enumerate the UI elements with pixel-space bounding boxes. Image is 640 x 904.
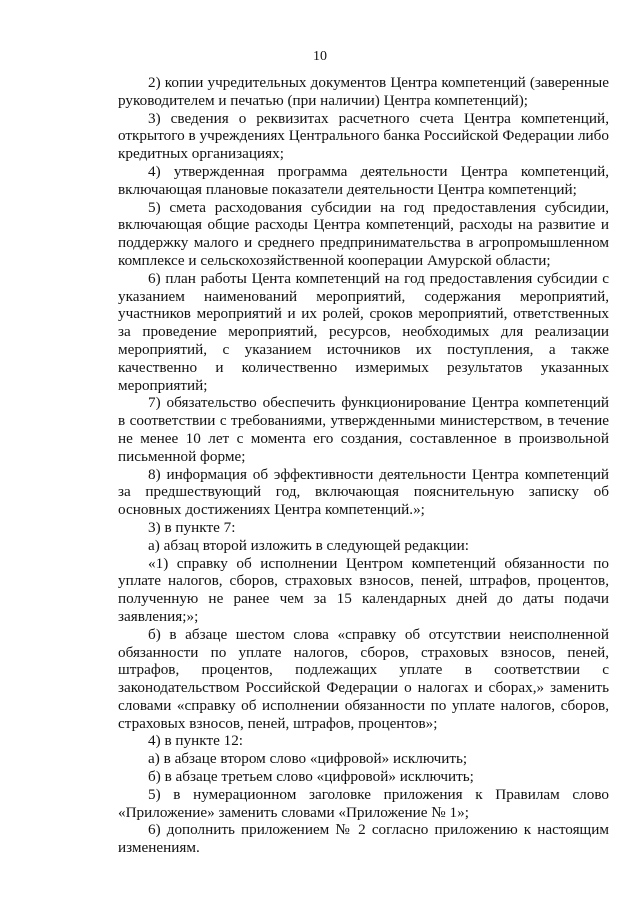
paragraph-tax-certificate: «1) справку об исполнении Центром компетенций обязанности по уплате налогов, сборов, страховых взносов, пеней, штрафов, процентов, полученную не ранее чем за 15 календарных дней до даты подачи заявления;»; [118, 554, 609, 625]
paragraph-activity-program: 4) утвержденная программа деятельности Центра компетенций, включающая плановые показатели деятельности Центра компетенций; [118, 162, 609, 198]
paragraph-add-appendix-2: 6) дополнить приложением № 2 согласно приложению к настоящим изменениям. [118, 821, 609, 857]
paragraph-copies-of-founding-documents: 2) копии учредительных документов Центра компетенций (заверенные руководителем и печатью (при наличии) Центра компетенций); [118, 74, 609, 109]
page-number: 10 [313, 49, 327, 64]
paragraph-operation-obligation: 7) обязательство обеспечить функционирование Центра компетенций в соответствии с требованиями, утвержденными министерством, в течение не менее 10 лет с момента его создания, составленное в произвольной письменной форме; [118, 394, 609, 465]
paragraph-subsidy-estimate: 5) смета расходования субсидии на год предоставления субсидии, включающая общие расходы Центра компетенций, расходы на развитие и поддержку малого и среднего предпринимательства в агропромышленном комплексе и сельскохозяйственной кооперации Амурской области; [118, 198, 609, 269]
paragraph-appendix-heading-change: 5) в нумерационном заголовке приложения к Правилам слово «Приложение» заменить словами «Приложение № 1»; [118, 785, 609, 821]
paragraph-clause-7: 3) в пункте 7: [148, 518, 236, 536]
paragraph-work-plan: 6) план работы Цента компетенций на год предоставления субсидии с указанием наименований мероприятий, содержания мероприятий, участников мероприятий и их ролей, сроков мероприятий, ответственных за проведение мероприятий, ресурсов, необходимых для реализации мероприятий, с указанием источников их поступления, а также качественно и количественно измеримых результатов указанных мероприятий; [118, 269, 609, 394]
paragraph-bank-account-details: 3) сведения о реквизитах расчетного счета Центра компетенций, открытого в учреждениях Центрального банка Российской Федерации либо кредитных организациях; [118, 109, 609, 163]
paragraph-second-subclause-edit: а) абзац второй изложить в следующей редакции: [148, 536, 470, 554]
paragraph-second-subclause-digital: а) в абзаце втором слово «цифровой» исключить; [148, 750, 468, 768]
paragraph-clause-12: 4) в пункте 12: [148, 732, 244, 750]
paragraph-third-subclause-digital: б) в абзаце третьем слово «цифровой» исключить; [148, 768, 474, 786]
paragraph-efficiency-information: 8) информация об эффективности деятельности Центра компетенций за предшествующий год, включающая пояснительную записку об основных достижениях Центра компетенций.»; [118, 465, 609, 519]
document-body [118, 74, 609, 857]
paragraph-sixth-subclause-replacement: б) в абзаце шестом слова «справку об отсутствии неисполненной обязанности по уплате налогов, сборов, страховых взносов, пеней, штрафов, процентов, подлежащих уплате в соответствии с законодательством Российской Федерации о налогах и сборах,» заменить словами «справку об исполнении обязанности по уплате налогов, сборов, страховых взносов, пеней, штрафов, процентов»; [118, 625, 609, 732]
